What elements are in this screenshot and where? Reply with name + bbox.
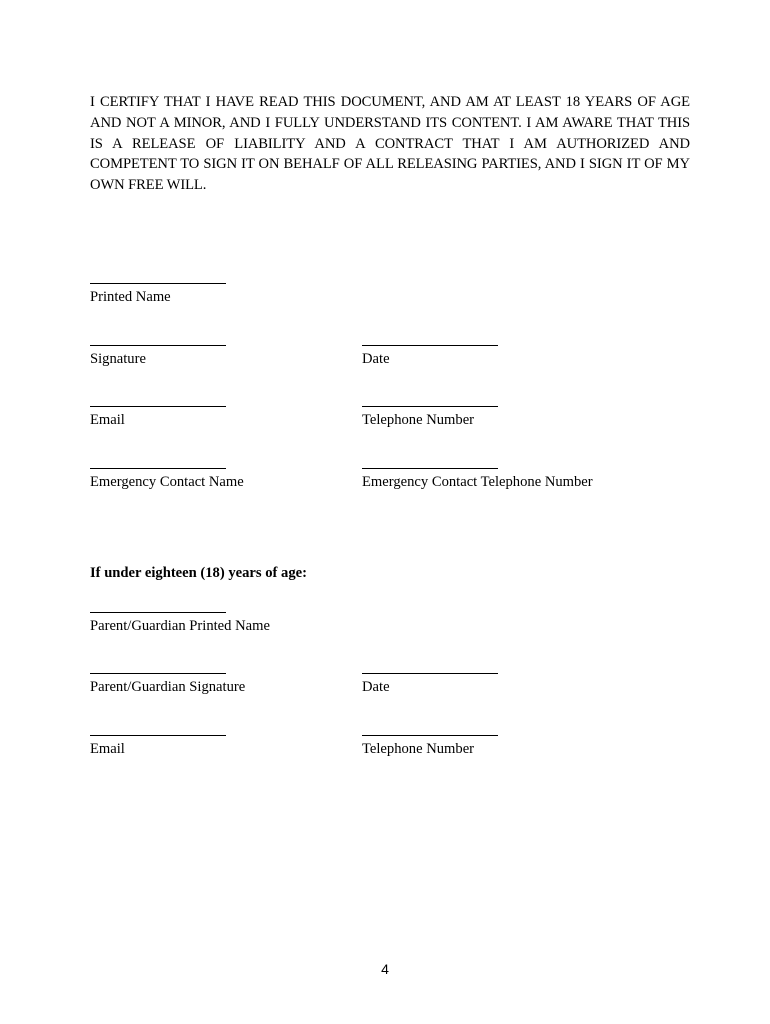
telephone-label: Telephone Number <box>362 412 475 428</box>
printed-name-label: Printed Name <box>90 289 171 305</box>
email-line <box>90 406 226 407</box>
emergency-contact-phone-field[interactable] <box>362 468 593 491</box>
guardian-date-line <box>362 673 498 674</box>
email-field[interactable] <box>90 406 226 429</box>
guardian-printed-name-label: Parent/Guardian Printed Name <box>90 618 270 634</box>
telephone-line <box>362 406 498 407</box>
page-number: 4 <box>381 961 389 977</box>
guardian-telephone-label: Telephone Number <box>362 741 475 757</box>
date-line <box>362 345 498 346</box>
certification-paragraph: I CERTIFY THAT I HAVE READ THIS DOCUMENT, AND AM AT LEAST 18 YEARS OF AGE AND NOT A MINOR, AND I FULLY UNDERSTAND ITS CONTENT. I AM AWARE THAT THIS IS A RELEASE OF LIABILITY AND A CONTRACT THAT I AM AUTHORIZED AND COMPETENT TO SIGN IT ON BEHALF OF ALL RELEASING PARTIES, AND I SIGN IT OF MY OWN FREE WILL. <box>90 94 690 194</box>
emergency-name-line <box>90 468 226 469</box>
guardian-email-line <box>90 735 226 736</box>
guardian-telephone-line <box>362 735 498 736</box>
signature-field[interactable] <box>90 345 226 368</box>
guardian-date-label: Date <box>362 679 390 695</box>
guardian-printed-name-field[interactable] <box>90 612 270 635</box>
email-label: Email <box>90 412 125 428</box>
signature-label: Signature <box>90 351 146 367</box>
guardian-name-line <box>90 612 226 613</box>
guardian-signature-line <box>90 673 226 674</box>
guardian-telephone-field[interactable] <box>362 735 498 758</box>
guardian-email-field[interactable] <box>90 735 226 758</box>
telephone-field[interactable] <box>362 406 498 429</box>
signature-line <box>90 345 226 346</box>
guardian-signature-label: Parent/Guardian Signature <box>90 679 246 695</box>
printed-name-field[interactable] <box>90 283 226 306</box>
guardian-date-field[interactable] <box>362 673 498 696</box>
emergency-contact-name-label: Emergency Contact Name <box>90 474 244 490</box>
guardian-email-label: Email <box>90 741 125 757</box>
date-label: Date <box>362 351 390 367</box>
emergency-phone-line <box>362 468 498 469</box>
minor-section-heading: If under eighteen (18) years of age: <box>90 565 307 581</box>
emergency-contact-phone-label: Emergency Contact Telephone Number <box>362 474 593 490</box>
emergency-contact-name-field[interactable] <box>90 468 244 491</box>
date-field[interactable] <box>362 345 498 368</box>
guardian-signature-field[interactable] <box>90 673 245 696</box>
signature-line <box>90 283 226 284</box>
